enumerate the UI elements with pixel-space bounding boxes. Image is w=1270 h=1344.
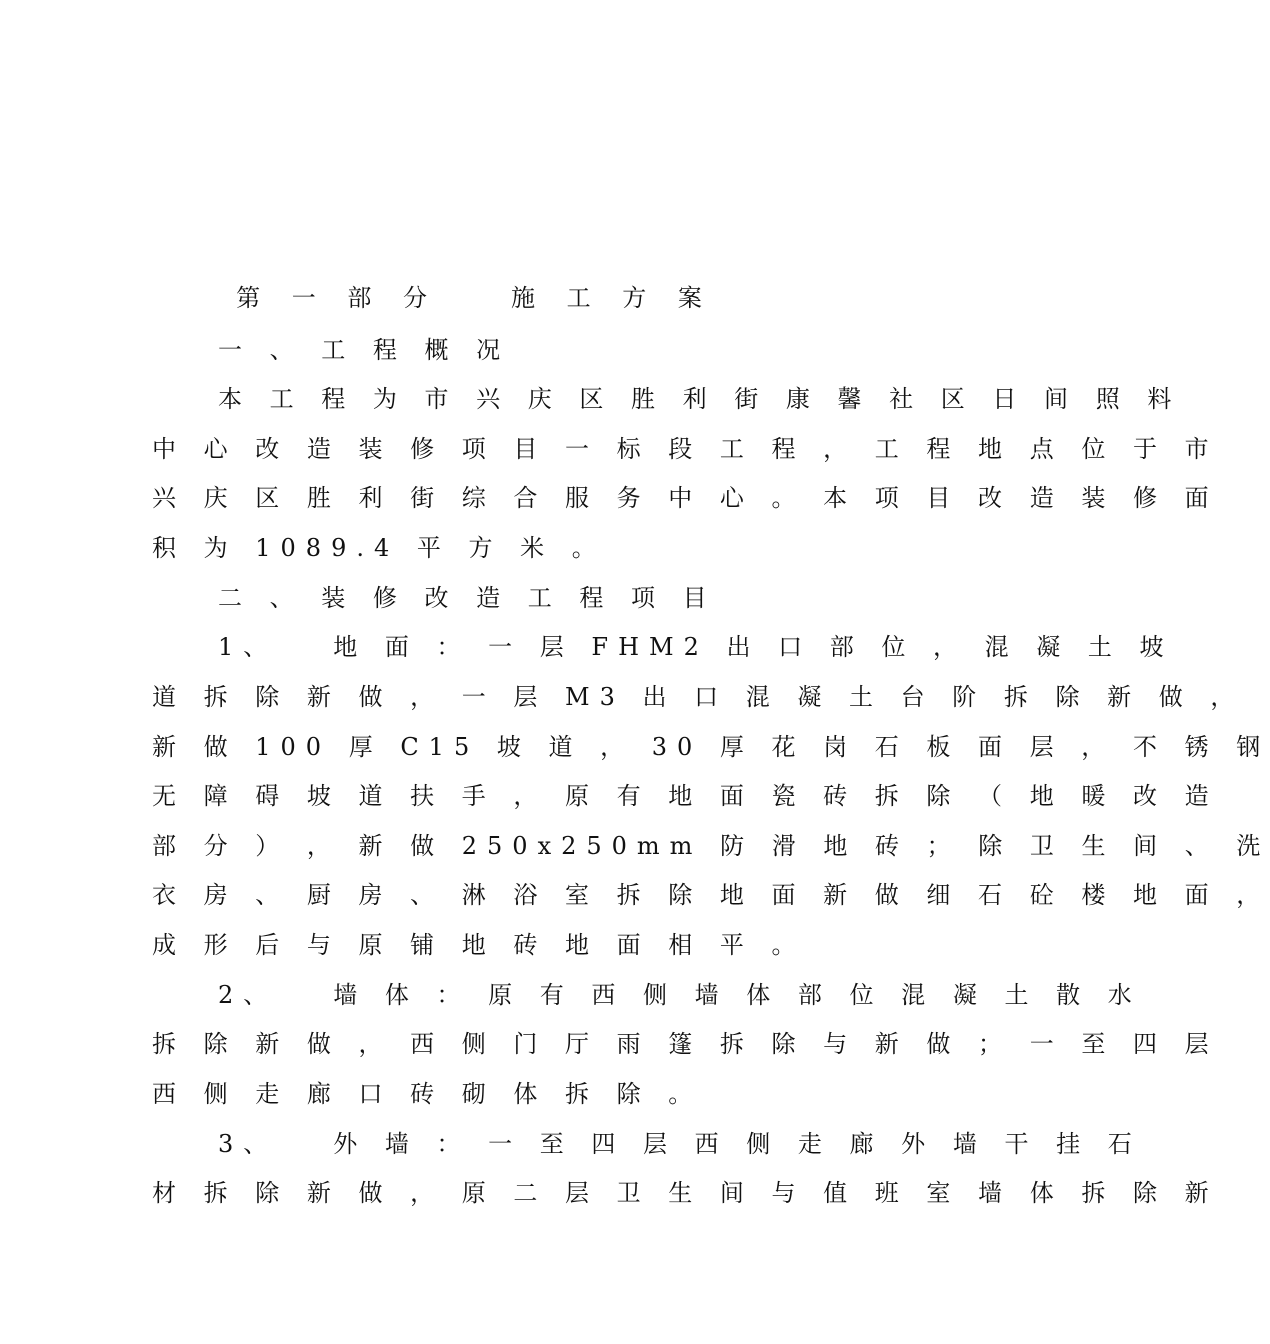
- item-line: 衣 房 、 厨 房 、 淋 浴 室 拆 除 地 面 新 做 细 石 砼 楼 地 面 ，: [152, 881, 1270, 909]
- item-line: 材 拆 除 新 做 ， 原 二 层 卫 生 间 与 值 班 室 墙 体 拆 除 新: [152, 1179, 1219, 1207]
- item-line: 成 形 后 与 原 铺 地 砖 地 面 相 平 。: [152, 931, 806, 959]
- item-line: 部 分 ） ， 新 做 250x250mm 防 滑 地 砖 ； 除 卫 生 间 、 洗: [152, 832, 1270, 860]
- item-line: 道 拆 除 新 做 ， 一 层 M3 出 口 混 凝 土 台 阶 拆 除 新 做 ，: [152, 683, 1245, 711]
- item-line: 3、 外 墙 ： 一 至 四 层 西 侧 走 廊 外 墙 干 挂 石: [218, 1130, 1142, 1158]
- paragraph-line: 积 为 1089.4 平 方 米 。: [152, 534, 606, 562]
- item-line: 西 侧 走 廊 口 砖 砌 体 拆 除 。: [152, 1080, 703, 1108]
- section-heading-items: 二 、 装 修 改 造 工 程 项 目: [218, 584, 717, 612]
- item-line: 拆 除 新 做 ， 西 侧 门 厅 雨 篷 拆 除 与 新 做 ； 一 至 四 层: [152, 1030, 1219, 1058]
- paragraph-line: 中 心 改 造 装 修 项 目 一 标 段 工 程 ， 工 程 地 点 位 于 市: [152, 435, 1219, 463]
- paragraph-line: 本 工 程 为 市 兴 庆 区 胜 利 街 康 馨 社 区 日 间 照 料: [218, 385, 1182, 413]
- paragraph-line: 兴 庆 区 胜 利 街 综 合 服 务 中 心 。 本 项 目 改 造 装 修 面: [152, 484, 1219, 512]
- section-heading-overview: 一 、 工 程 概 况: [218, 336, 511, 364]
- item-line: 无 障 碍 坡 道 扶 手 ， 原 有 地 面 瓷 砖 拆 除 （ 地 暖 改 造: [152, 782, 1219, 810]
- item-line: 2、 墙 体 ： 原 有 西 侧 墙 体 部 位 混 凝 土 散 水: [218, 981, 1142, 1009]
- item-line: 新 做 100 厚 C15 坡 道 ， 30 厚 花 岗 石 板 面 层 ， 不 锈 钢: [152, 733, 1270, 761]
- page-title: 第 一 部 分 施 工 方 案: [236, 284, 714, 312]
- item-line: 1、 地 面 ： 一 层 FHM2 出 口 部 位 ， 混 凝 土 坡: [218, 633, 1174, 661]
